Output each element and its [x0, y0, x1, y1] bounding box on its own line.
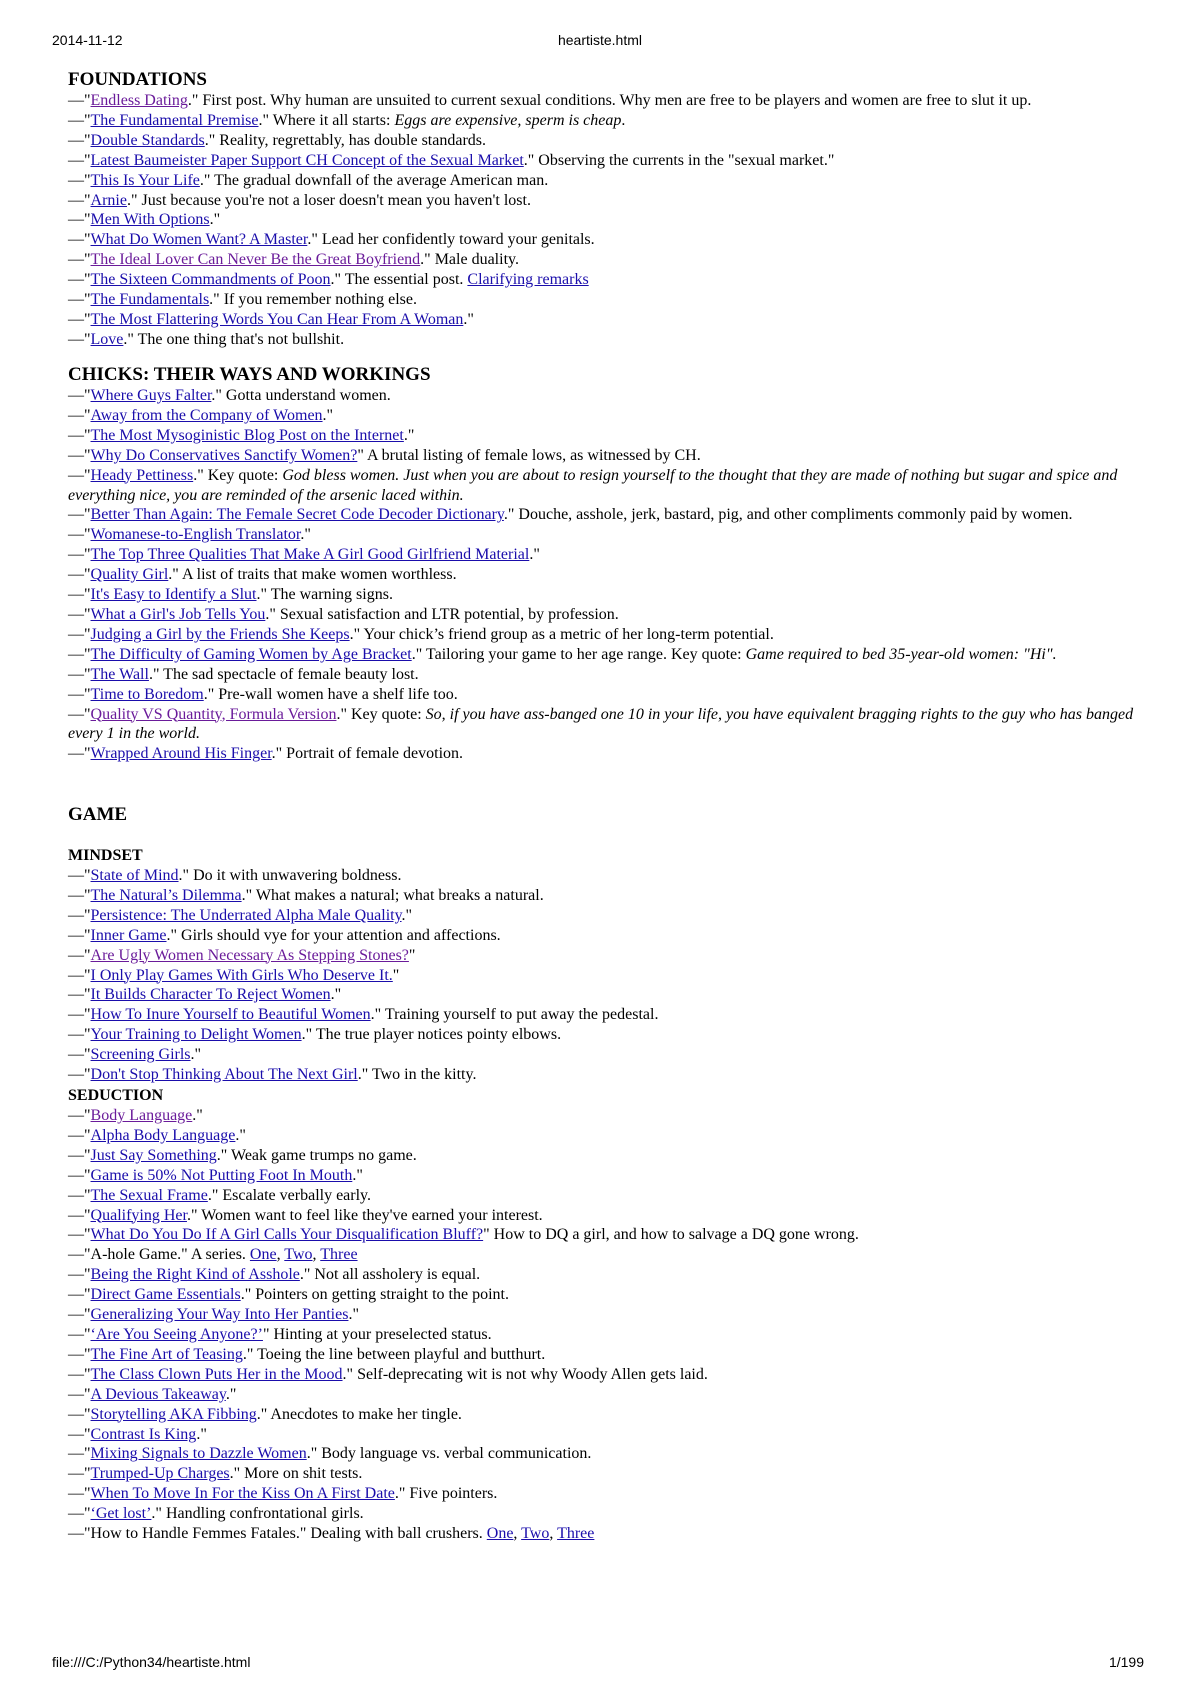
post-link[interactable]: Contrast Is King	[90, 1425, 197, 1443]
list-item	[68, 1425, 1142, 1445]
list-item	[68, 111, 1142, 131]
post-link[interactable]: How To Inure Yourself to Beautiful Women	[90, 1006, 371, 1024]
post-link[interactable]: When To Move In For the Kiss On A First Date	[90, 1485, 395, 1503]
entry-text: —"	[68, 685, 91, 703]
list-item	[68, 1285, 1142, 1305]
entry-text: ." Not all assholery is equal.	[299, 1266, 481, 1284]
post-link[interactable]: Your Training to Delight Women	[90, 1026, 302, 1044]
entry-text: ."	[322, 406, 334, 424]
entry-text: ."	[225, 1385, 237, 1403]
list-item	[68, 230, 1142, 250]
entry-text: —"	[68, 986, 91, 1004]
entry-text: —"	[68, 566, 91, 584]
post-link[interactable]: What Do You Do If A Girl Calls Your Disqualification Bluff?	[90, 1226, 484, 1244]
entry-text: —"	[68, 330, 91, 348]
entry-text: —"	[68, 705, 91, 723]
section-chicks	[68, 363, 1142, 764]
entry-text: ." Just because you're not a loser doesn't mean you haven't lost.	[126, 191, 531, 209]
list-item	[68, 605, 1142, 625]
post-link[interactable]: It Builds Character To Reject Women	[90, 986, 331, 1004]
entry-text: —"	[68, 231, 91, 249]
entry-text: —"	[68, 1026, 91, 1044]
post-link[interactable]: Love	[90, 330, 124, 348]
entry-text: —"	[68, 946, 91, 964]
entry-text: ."	[401, 906, 413, 924]
entry-text: —"	[68, 1286, 91, 1304]
key-quote: So, if you have ass-banged one 10 in your life, you have equivalent bragging rights to the guy who has banged every 1 in the world.	[68, 705, 1134, 743]
post-link[interactable]: The Natural’s Dilemma	[90, 886, 242, 904]
list-item	[68, 1385, 1142, 1405]
list-item	[68, 1126, 1142, 1146]
list-item	[68, 1365, 1142, 1385]
post-link[interactable]: The Sixteen Commandments of Poon	[90, 271, 331, 289]
print-header	[0, 32, 1200, 50]
post-link[interactable]: Judging a Girl by the Friends She Keeps	[90, 625, 350, 643]
entry-text: ."	[463, 310, 474, 328]
entry-text: ." Douche, asshole, jerk, bastard, pig, and other compliments commonly paid by women.	[503, 506, 1073, 524]
entry-text: —"	[68, 1006, 91, 1024]
key-quote: Game required to bed 35-year-old women: "Hi".	[745, 645, 1057, 663]
entry-text: —"A-hole Game." A series.	[68, 1246, 250, 1264]
entry-text: —"	[68, 131, 91, 149]
list-item	[68, 210, 1142, 230]
post-link[interactable]: Quality VS Quantity, Formula Version	[90, 705, 337, 723]
post-link[interactable]: The Most Mysoginistic Blog Post on the Internet	[90, 426, 404, 444]
entry-text: ."	[330, 986, 342, 1004]
post-link[interactable]: The Fundamental Premise	[90, 111, 259, 129]
list-item	[68, 744, 1142, 764]
key-quote: Eggs are expensive, sperm is cheap	[394, 111, 622, 129]
entry-text: ."	[529, 546, 540, 564]
post-link[interactable]: Inner Game	[90, 926, 167, 944]
entry-text: ." If you remember nothing else.	[209, 291, 417, 309]
post-link[interactable]: Body Language	[90, 1107, 193, 1124]
entry-text: —"	[68, 387, 91, 404]
list-item	[68, 886, 1142, 906]
entry-text: ." Handling confrontational girls.	[151, 1505, 364, 1523]
entry-text: ." Tailoring your game to her age range. Key quote:	[411, 645, 746, 663]
post-link[interactable]: Arnie	[90, 191, 127, 209]
subsection-heading: MINDSET	[68, 847, 143, 864]
entry-text: ."	[190, 1046, 202, 1064]
list-item	[68, 705, 1142, 745]
section-foundations	[68, 68, 1142, 350]
entry-text: —"	[68, 1505, 91, 1523]
page-number: 1/199	[1108, 1654, 1144, 1670]
entry-text: ." Girls should vye for your attention and affections.	[166, 926, 501, 944]
list-item	[68, 1464, 1142, 1484]
entry-text: —"	[68, 1485, 91, 1503]
list-item	[68, 1186, 1142, 1206]
entry-text: ." Pointers on getting straight to the point.	[240, 1286, 509, 1304]
entry-text: ,	[276, 1246, 285, 1264]
print-footer	[0, 1654, 1200, 1672]
post-link[interactable]: Two	[521, 1525, 550, 1543]
entry-text: ." Training yourself to put away the pedestal.	[370, 1006, 659, 1024]
list-item	[68, 565, 1142, 585]
post-link[interactable]: ‘Get lost’	[90, 1505, 152, 1523]
entry-text: —"	[68, 586, 91, 604]
entry-text: ."	[235, 1126, 246, 1144]
entry-text: —"	[68, 867, 91, 884]
entry-text: ." Lead her confidently toward your genitals.	[307, 231, 595, 249]
entry-text: ." Where it all starts:	[258, 111, 395, 129]
entry-text: ,	[312, 1246, 321, 1264]
section-heading: CHICKS: THEIR WAYS AND WORKINGS	[68, 364, 431, 385]
post-link[interactable]: Two	[284, 1246, 313, 1264]
list-item	[68, 585, 1142, 605]
entry-text: " A brutal listing of female lows, as witnessed by CH.	[357, 446, 701, 464]
list-item	[68, 1166, 1142, 1186]
list-item	[68, 330, 1142, 350]
list-item	[68, 131, 1142, 151]
entry-text: —"	[68, 605, 91, 623]
post-link[interactable]: Latest Baumeister Paper Support CH Concept of the Sexual Market	[90, 151, 524, 169]
entry-text: ."	[196, 1425, 207, 1443]
entry-text: ." Women want to feel like they've earned your interest.	[186, 1206, 543, 1224]
post-link[interactable]: Just Say Something	[90, 1146, 217, 1164]
section-game	[68, 803, 1142, 826]
post-link[interactable]: Don't Stop Thinking About The Next Girl	[90, 1066, 358, 1084]
entry-text: —"	[68, 546, 91, 564]
list-item	[68, 406, 1142, 426]
list-item	[68, 1504, 1142, 1524]
entry-text: —"	[68, 211, 91, 229]
post-link[interactable]: This Is Your Life	[90, 171, 200, 189]
list-item	[68, 91, 1142, 111]
list-item	[68, 525, 1142, 545]
entry-text: —"	[68, 506, 91, 524]
entry-text: —"	[68, 191, 91, 209]
post-link[interactable]: Game is 50% Not Putting Foot In Mouth	[90, 1166, 353, 1184]
list-item	[68, 625, 1142, 645]
post-link[interactable]: Trumped-Up Charges	[90, 1465, 230, 1483]
entry-text: ." More on shit tests.	[229, 1465, 363, 1483]
entry-text: —"	[68, 665, 91, 683]
entry-text: —"	[68, 92, 91, 109]
list-item	[68, 1444, 1142, 1464]
subsection-mindset	[68, 846, 1142, 1085]
list-item	[68, 645, 1142, 665]
entry-text: —"	[68, 310, 91, 328]
entry-text: —"	[68, 1146, 91, 1164]
post-link[interactable]: Are Ugly Women Necessary As Stepping Stones?	[90, 946, 409, 964]
post-link[interactable]: The Difficulty of Gaming Women by Age Bracket	[90, 645, 412, 663]
list-item	[68, 1206, 1142, 1226]
entry-text: ." Five pointers.	[394, 1485, 498, 1503]
list-item	[68, 466, 1142, 506]
post-link[interactable]: The Fundamentals	[90, 291, 210, 309]
entry-text: ." Your chick’s friend group as a metric of her long-term potential.	[349, 625, 774, 643]
list-item	[68, 946, 1142, 966]
post-link[interactable]: Wrapped Around His Finger	[90, 745, 272, 763]
entry-text: —"	[68, 446, 91, 464]
list-item	[68, 1325, 1142, 1345]
entry-text: —"	[68, 645, 91, 663]
post-link[interactable]: Why Do Conservatives Sanctify Women?	[90, 446, 358, 464]
entry-text: —"	[68, 251, 91, 269]
list-item	[68, 665, 1142, 685]
entry-text: —"	[68, 625, 91, 643]
post-link[interactable]: Storytelling AKA Fibbing	[90, 1405, 257, 1423]
entry-text: ."	[209, 211, 221, 229]
entry-text: ."	[348, 1306, 359, 1324]
list-item	[68, 1265, 1142, 1285]
post-link[interactable]: It's Easy to Identify a Slut	[90, 586, 257, 604]
entry-text: —"	[68, 1445, 91, 1463]
entry-text: —"	[68, 1107, 91, 1124]
post-link[interactable]: State of Mind	[90, 867, 179, 884]
entry-text: ." The sad spectacle of female beauty lost.	[148, 665, 419, 683]
post-link[interactable]: Time to Boredom	[90, 685, 204, 703]
entry-text: —"How to Handle Femmes Fatales." Dealing with ball crushers.	[68, 1525, 487, 1543]
list-item	[68, 1025, 1142, 1045]
post-link[interactable]: ‘Are You Seeing Anyone?’	[90, 1325, 263, 1343]
section-heading: GAME	[68, 804, 128, 825]
post-link[interactable]: Three	[557, 1525, 595, 1543]
entry-text: —"	[68, 1306, 91, 1324]
entry-text: —"	[68, 1405, 91, 1423]
list-item	[68, 386, 1142, 406]
entry-text: ." Toeing the line between playful and butthurt.	[242, 1345, 546, 1363]
entry-text: —"	[68, 151, 91, 169]
entry-text: —"	[68, 1126, 91, 1144]
entry-text: —"	[68, 886, 91, 904]
entry-text: ." Portrait of female devotion.	[271, 745, 464, 763]
post-link[interactable]: Direct Game Essentials	[90, 1286, 241, 1304]
list-item	[68, 151, 1142, 171]
post-link[interactable]: Men With Options	[90, 211, 210, 229]
post-link[interactable]: One	[486, 1525, 514, 1543]
entry-text: —"	[68, 926, 91, 944]
entry-text: —"	[68, 271, 91, 289]
post-link[interactable]: Double Standards	[90, 131, 205, 149]
list-item	[68, 1524, 1142, 1544]
entry-text: ,	[513, 1525, 522, 1543]
post-link[interactable]: The Fine Art of Teasing	[90, 1345, 243, 1363]
entry-text: ." Weak game trumps no game.	[216, 1146, 417, 1164]
post-link[interactable]: Womanese-to-English Translator	[90, 526, 301, 544]
entry-text: ." Observing the currents in the "sexual market."	[523, 151, 835, 169]
entry-text: —"	[68, 1046, 91, 1064]
entry-text: .	[621, 111, 626, 129]
entry-list	[68, 866, 1142, 1085]
list-item	[68, 1245, 1142, 1265]
entry-text: —"	[68, 1365, 91, 1383]
entry-text: —"	[68, 1345, 91, 1363]
post-link[interactable]: Mixing Signals to Dazzle Women	[90, 1445, 307, 1463]
entry-text: ."	[192, 1107, 203, 1124]
entry-text: —"	[68, 466, 91, 484]
entry-text: —"	[68, 171, 91, 189]
list-item	[68, 1106, 1142, 1126]
entry-text: ,	[549, 1525, 558, 1543]
entry-text: ."	[300, 526, 311, 544]
entry-list	[68, 1106, 1142, 1544]
post-link[interactable]: Three	[320, 1246, 358, 1264]
post-link[interactable]: The Sexual Frame	[90, 1186, 208, 1204]
list-item	[68, 290, 1142, 310]
post-link[interactable]: Where Guys Falter	[90, 387, 212, 404]
entry-text: ." The essential post.	[330, 271, 468, 289]
list-item	[68, 191, 1142, 211]
post-link[interactable]: Clarifying remarks	[467, 271, 589, 289]
entry-text: —"	[68, 1166, 91, 1184]
entry-text: ." Two in the kitty.	[357, 1066, 477, 1084]
post-link[interactable]: Endless Dating	[90, 92, 188, 109]
entry-text: —"	[68, 745, 91, 763]
entry-text: —"	[68, 291, 91, 309]
entry-text: ." The one thing that's not bullshit.	[123, 330, 345, 348]
entry-text: ." Sexual satisfaction and LTR potential, by profession.	[265, 605, 619, 623]
entry-text: —"	[68, 1066, 91, 1084]
list-item	[68, 1005, 1142, 1025]
list-item	[68, 1065, 1142, 1085]
post-link[interactable]: Qualifying Her	[90, 1206, 187, 1224]
post-link[interactable]: Generalizing Your Way Into Her Panties	[90, 1306, 349, 1324]
section-heading: FOUNDATIONS	[68, 69, 207, 90]
entry-text: ." Do it with unwavering boldness.	[178, 867, 402, 884]
entry-text: ."	[352, 1166, 363, 1184]
entry-text: ."	[403, 426, 415, 444]
list-item	[68, 446, 1142, 466]
post-link[interactable]: Quality Girl	[90, 566, 169, 584]
entry-text: ." The true player notices pointy elbows.	[301, 1026, 562, 1044]
list-item	[68, 505, 1142, 525]
entry-text: —"	[68, 1226, 91, 1244]
list-item	[68, 985, 1142, 1005]
list-item	[68, 545, 1142, 565]
entry-text: "	[408, 946, 416, 964]
entry-text: —"	[68, 426, 91, 444]
list-item	[68, 1305, 1142, 1325]
key-quote: God bless women. Just when you are about to resign yourself to the thought that they are made of nothing but sugar and spice and everything nice, you are reminded of the arsenic laced within.	[68, 466, 1118, 504]
subsection-seduction	[68, 1086, 1142, 1544]
entry-text: ." Anecdotes to make her tingle.	[256, 1405, 462, 1423]
entry-text: "	[392, 966, 400, 984]
entry-text: —"	[68, 1206, 91, 1224]
post-link[interactable]: What a Girl's Job Tells You	[90, 605, 266, 623]
list-item	[68, 1146, 1142, 1166]
entry-text: ." Male duality.	[420, 251, 519, 269]
file-path: file:///C:/Python34/heartiste.html	[52, 1654, 251, 1670]
print-date: 2014-11-12	[52, 32, 123, 48]
entry-text: ." Self-deprecating wit is not why Woody Allen gets laid.	[342, 1365, 708, 1383]
post-link[interactable]: The Class Clown Puts Her in the Mood	[90, 1365, 343, 1383]
entry-text: ." A list of traits that make women worthless.	[168, 566, 457, 584]
list-item	[68, 270, 1142, 290]
post-link[interactable]: Alpha Body Language	[90, 1126, 236, 1144]
post-link[interactable]: The Wall	[90, 665, 149, 683]
post-link[interactable]: The Ideal Lover Can Never Be the Great Boyfriend	[90, 251, 421, 269]
list-item	[68, 866, 1142, 886]
list-item	[68, 926, 1142, 946]
entry-text: —"	[68, 1325, 91, 1343]
post-link[interactable]: The Top Three Qualities That Make A Girl Good Girlfriend Material	[90, 546, 530, 564]
list-item	[68, 1405, 1142, 1425]
post-link[interactable]: Persistence: The Underrated Alpha Male Quality	[90, 906, 402, 924]
list-item	[68, 171, 1142, 191]
entry-text: —"	[68, 1186, 91, 1204]
entry-text: ." First post. Why human are unsuited to current sexual conditions. Why men are free to be players and women are free to slut it up.	[187, 92, 1032, 109]
entry-text: ." Key quote:	[193, 466, 283, 484]
post-link[interactable]: I Only Play Games With Girls Who Deserve It.	[90, 966, 393, 984]
entry-text: —"	[68, 966, 91, 984]
entry-text: " How to DQ a girl, and how to salvage a DQ gone wrong.	[483, 1226, 859, 1244]
list-item	[68, 966, 1142, 986]
list-item	[68, 1045, 1142, 1065]
entry-text: —"	[68, 1465, 91, 1483]
post-link[interactable]: The Most Flattering Words You Can Hear From A Woman	[90, 310, 464, 328]
list-item	[68, 1225, 1142, 1245]
entry-text: —"	[68, 1425, 91, 1443]
entry-text: ." The warning signs.	[256, 586, 393, 604]
entry-text: ." Key quote:	[336, 705, 426, 723]
entry-text: —"	[68, 111, 91, 129]
entry-text: —"	[68, 406, 91, 424]
post-link[interactable]: Heady Pettiness	[90, 466, 194, 484]
list-item	[68, 1345, 1142, 1365]
list-item	[68, 906, 1142, 926]
list-item	[68, 1484, 1142, 1504]
list-item	[68, 310, 1142, 330]
entry-list	[68, 91, 1142, 350]
post-link[interactable]: Being the Right Kind of Asshole	[90, 1266, 300, 1284]
entry-list	[68, 386, 1142, 764]
entry-text: " Hinting at your preselected status.	[262, 1325, 492, 1343]
list-item	[68, 426, 1142, 446]
entry-text: ." What makes a natural; what breaks a natural.	[241, 886, 544, 904]
print-title: heartiste.html	[557, 32, 643, 48]
post-link[interactable]: Better Than Again: The Female Secret Code Decoder Dictionary	[90, 506, 504, 524]
list-item	[68, 685, 1142, 705]
entry-text: ." Gotta understand women.	[211, 387, 391, 404]
entry-text: ." Pre-wall women have a shelf life too.	[203, 685, 458, 703]
post-link[interactable]: A Devious Takeaway	[90, 1385, 226, 1403]
subsection-heading: SEDUCTION	[68, 1087, 164, 1104]
entry-text: ." Reality, regrettably, has double standards.	[204, 131, 486, 149]
post-link[interactable]: What Do Women Want? A Master	[90, 231, 308, 249]
entry-text: —"	[68, 1266, 91, 1284]
entry-text: —"	[68, 526, 91, 544]
entry-text: ." The gradual downfall of the average American man.	[199, 171, 549, 189]
entry-text: —"	[68, 1385, 91, 1403]
post-link[interactable]: Away from the Company of Women	[90, 406, 323, 424]
entry-text: ." Escalate verbally early.	[207, 1186, 372, 1204]
post-link[interactable]: Screening Girls	[90, 1046, 191, 1064]
post-link[interactable]: One	[249, 1246, 277, 1264]
entry-text: —"	[68, 906, 91, 924]
list-item	[68, 250, 1142, 270]
entry-text: ." Body language vs. verbal communication.	[306, 1445, 592, 1463]
